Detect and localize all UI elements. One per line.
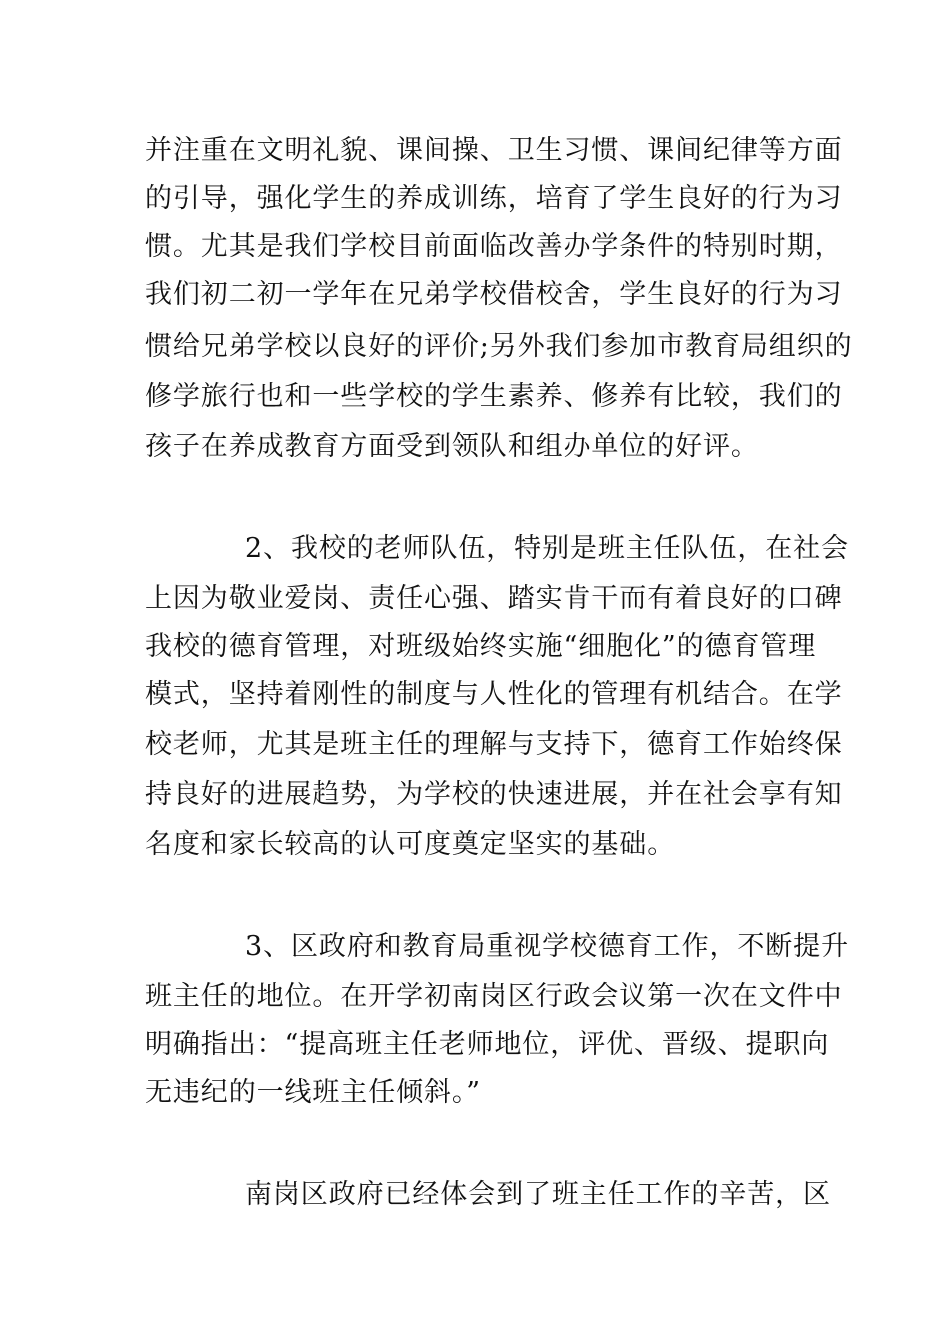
text-line: 班主任的地位。在开学初南岗区行政会议第一次在文件中 xyxy=(145,981,843,1012)
text-line: 3、区政府和教育局重视学校德育工作，不断提升 xyxy=(245,931,849,962)
text-line: 持良好的进展趋势，为学校的快速进展，并在社会享有知 xyxy=(145,779,843,810)
text-line: 南岗区政府已经体会到了班主任工作的辛苦，区 xyxy=(245,1179,831,1210)
text-line: 上因为敬业爱岗、责任心强、踏实肯干而有着良好的口碑 xyxy=(145,583,843,614)
text-line: 惯给兄弟学校以良好的评价;另外我们参加市教育局组织的 xyxy=(145,331,853,362)
text-line: 模式，坚持着刚性的制度与人性化的管理有机结合。在学 xyxy=(145,679,843,710)
text-line: 我们初二初一学年在兄弟学校借校舍，学生良好的行为习 xyxy=(145,279,843,310)
text-line: 修学旅行也和一些学校的学生素养、修养有比较，我们的 xyxy=(145,381,843,412)
text-line: 孩子在养成教育方面受到领队和组办单位的好评。 xyxy=(145,431,759,462)
text-line: 无违纪的一线班主任倾斜。” xyxy=(145,1077,482,1108)
text-line: 明确指出：“提高班主任老师地位，评优、晋级、提职向 xyxy=(145,1029,830,1060)
text-line: 惯。尤其是我们学校目前面临改善办学条件的特别时期， xyxy=(145,231,843,262)
text-line: 名度和家长较高的认可度奠定坚实的基础。 xyxy=(145,829,676,860)
text-line: 2、我校的老师队伍，特别是班主任队伍，在社会 xyxy=(245,533,849,564)
text-line: 并注重在文明礼貌、课间操、卫生习惯、课间纪律等方面 xyxy=(145,135,843,166)
text-line: 校老师，尤其是班主任的理解与支持下，德育工作始终保 xyxy=(145,729,843,760)
text-line: 我校的德育管理，对班级始终实施“细胞化”的德育管理 xyxy=(145,631,817,662)
text-line: 的引导，强化学生的养成训练，培育了学生良好的行为习 xyxy=(145,183,843,214)
